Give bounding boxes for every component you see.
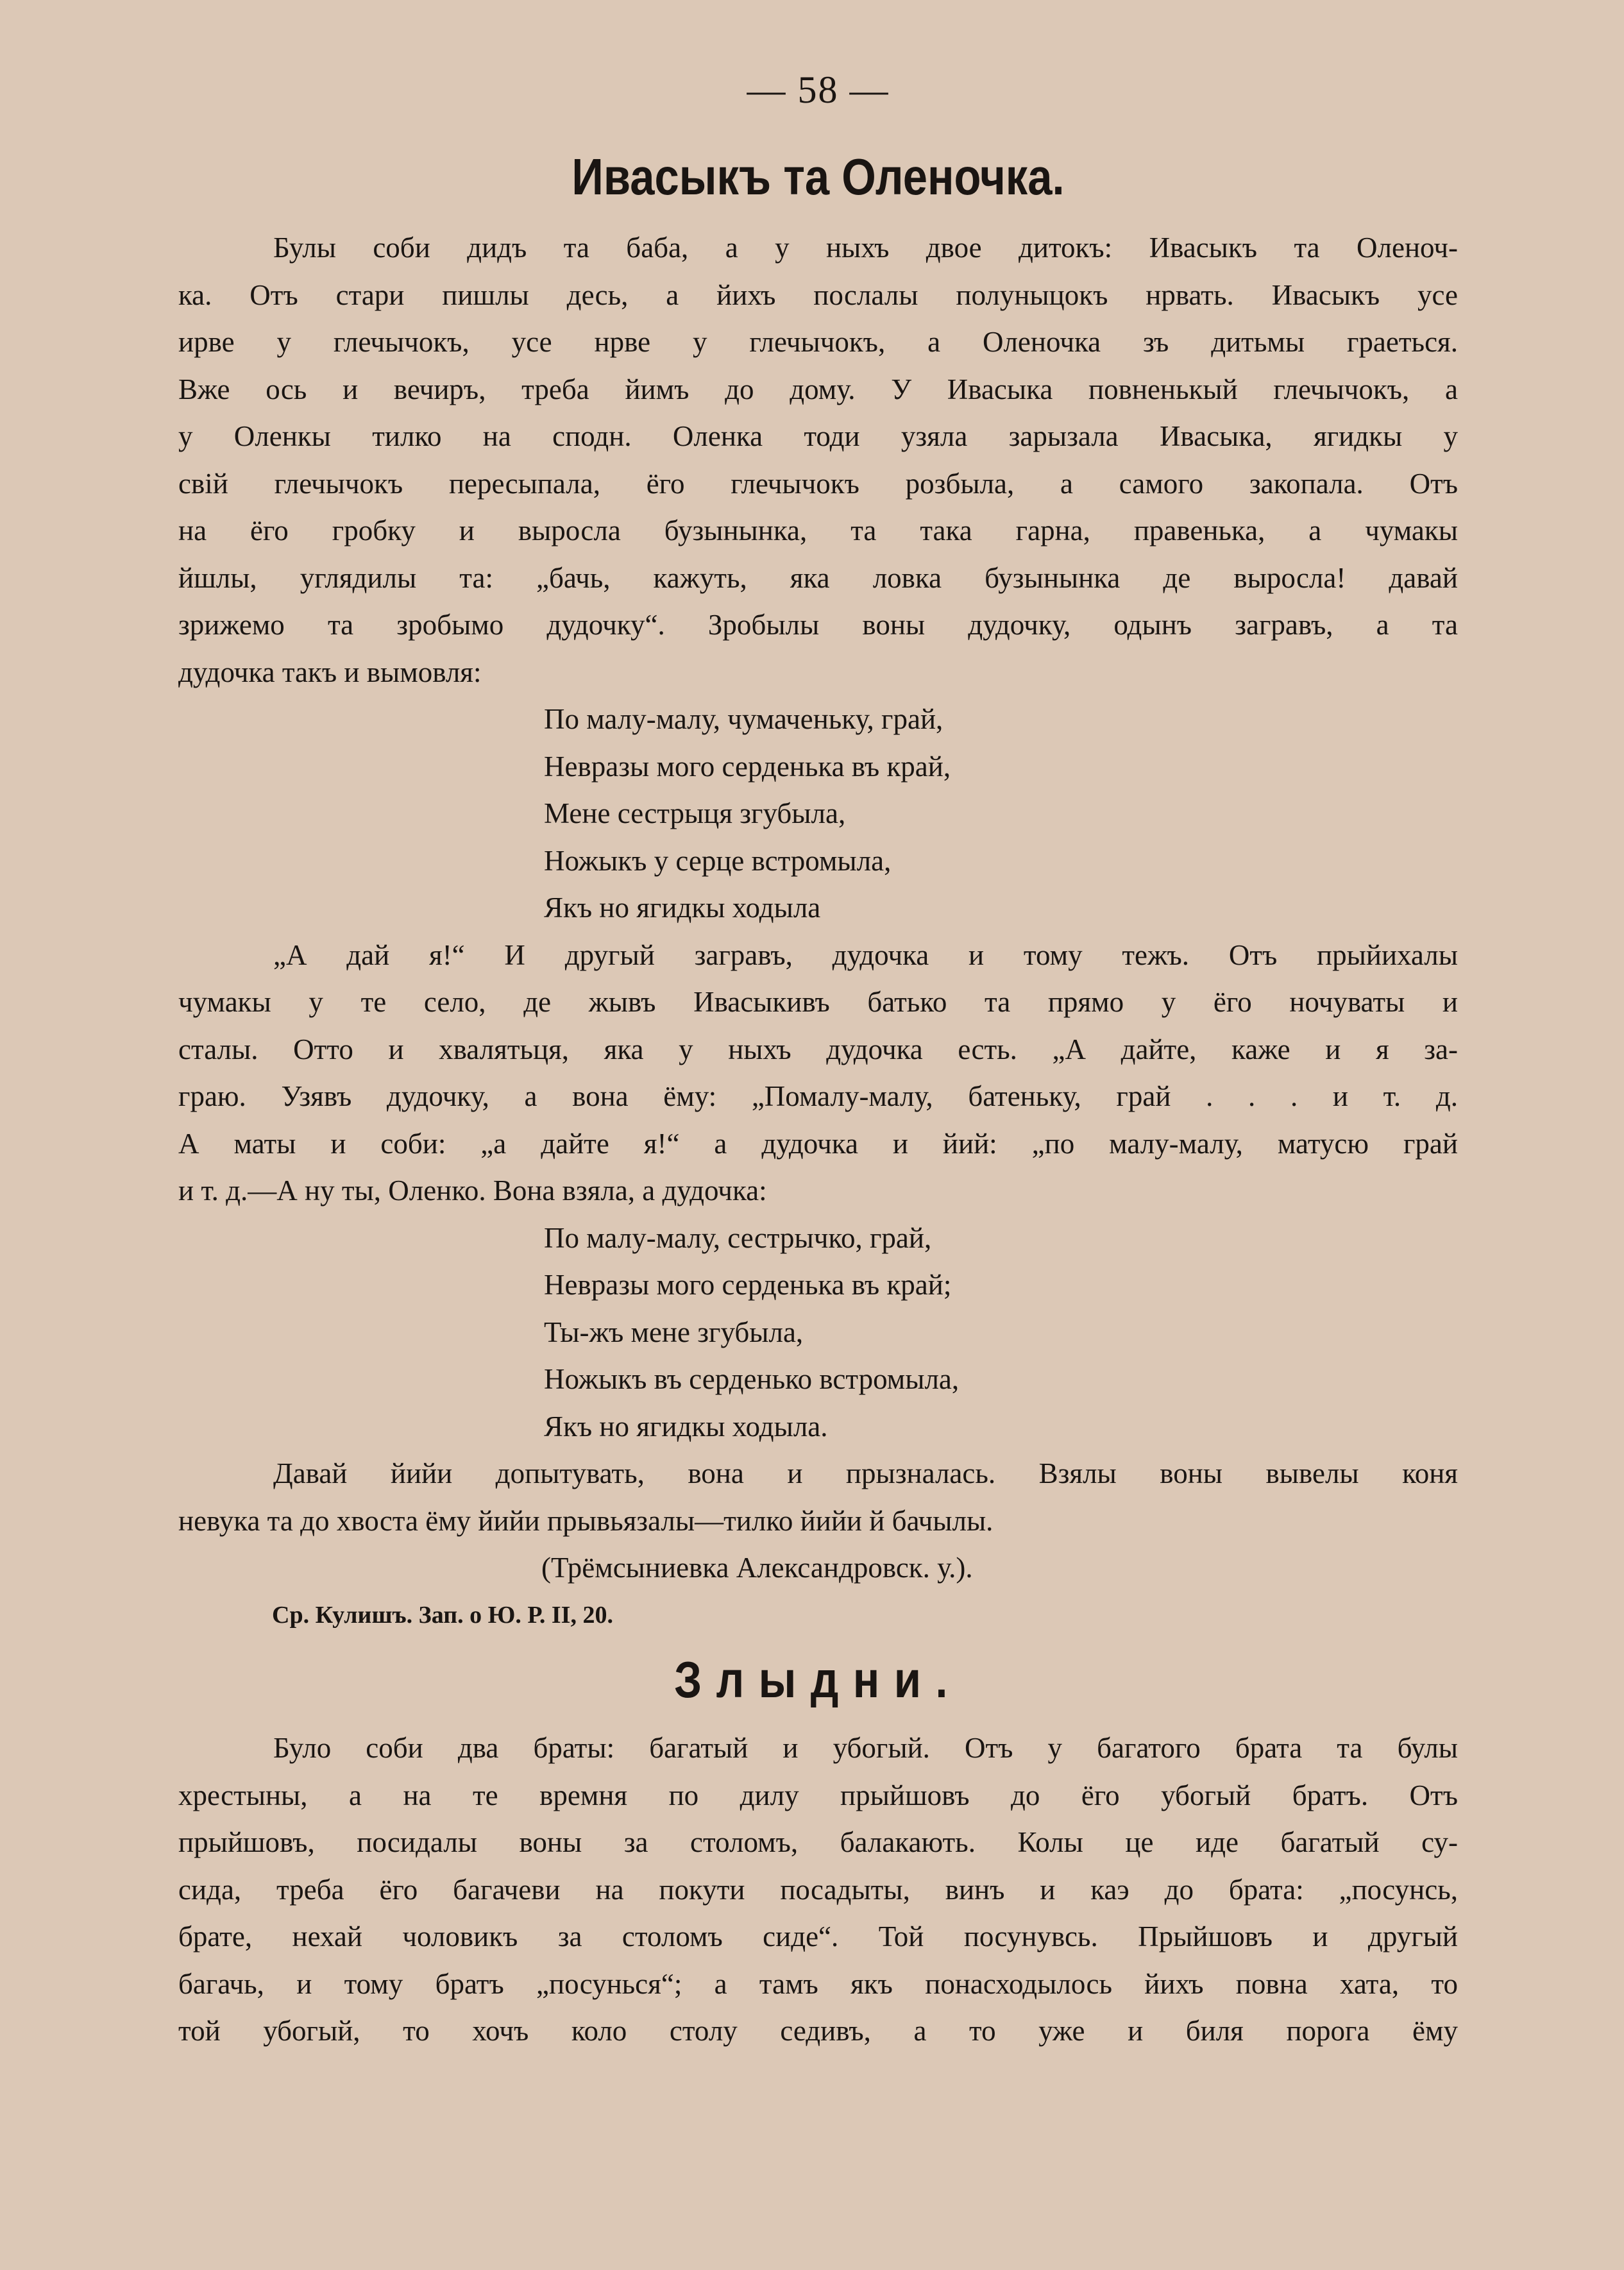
story-title-zlydni: Злыдни.	[674, 1651, 962, 1708]
text-line: „А дай я!“ И другый загравъ, дудочка и тому тежъ. Отъ прыйихалы	[273, 938, 1458, 971]
text-line: Було соби два браты: багатый и убогый. Отъ у багатого брата та булы	[273, 1732, 1458, 1764]
text-line: зрижемо та зробымо дудочку“. Зробылы воны дудочку, одынъ загравъ, а та	[178, 609, 1458, 641]
reference-note: Ср. Кулишъ. Зап. о Ю. Р. II, 20.	[272, 1601, 613, 1629]
verse-line: По малу-малу, сестрычко, грай,	[544, 1221, 932, 1254]
verse-line: Невразы мого серденька въ край,	[544, 750, 951, 783]
song-verse-1	[178, 696, 1458, 932]
text-line: хрестыны, а на те времня по дилу прыйшовъ до ёго убогый братъ. Отъ	[178, 1779, 1458, 1811]
verse-line: Якъ но ягидкы ходыла	[544, 892, 821, 924]
song-verse-2	[178, 1215, 1458, 1451]
text-line: чумакы у те село, де жывъ Ивасыкивъ батько та прямо у ёго ночуваты и	[178, 986, 1458, 1018]
text-line: на ёго гробку и выросла бузынынка, та така гарна, правенька, а чумакы	[178, 514, 1458, 546]
text-line: и т. д.—А ну ты, Оленко. Вона взяла, а дудочка:	[178, 1174, 767, 1207]
verse-line: Якъ но ягидкы ходыла.	[544, 1410, 828, 1443]
text-line: багачь, и тому братъ „посунься“; а тамъ якъ понасходылось йихъ повна хата, то	[178, 1967, 1458, 2000]
source-note: (Трёмсыниевка Александровск. у.).	[541, 1552, 973, 1584]
text-line: граю. Узявъ дудочку, а вона ёму: „Помалу-малу, батеньку, грай . . . и т. д.	[178, 1080, 1458, 1112]
text-line: Давай йийи допытувать, вона и прызналась. Взялы воны вывелы коня	[273, 1457, 1458, 1489]
book-page	[178, 64, 1458, 2055]
text-line: той убогый, то хочъ коло столу седивъ, а то уже и биля порога ёму	[178, 2015, 1458, 2047]
text-line: брате, нехай чоловикъ за столомъ сиде“. Той посунувсь. Прыйшовъ и другый	[178, 1920, 1458, 1952]
text-line: свій глечычокъ пересыпала, ёго глечычокъ розбыла, а самого закопала. Отъ	[178, 467, 1458, 500]
story1-paragraph-3	[178, 1450, 1458, 1545]
text-line: невука та до хвоста ёму йийи прывьязалы—тилко йийи й бачылы.	[178, 1504, 994, 1537]
text-line: ка. Отъ стари пишлы десь, а йихъ послалы полуныцокъ нрвать. Ивасыкъ усе	[178, 278, 1458, 311]
story1-paragraph-1	[178, 224, 1458, 696]
verse-line: Ножыкъ у серце встромыла,	[544, 844, 892, 877]
verse-line: По малу-малу, чумаченьку, грай,	[544, 703, 943, 735]
text-line: Вже ось и вечиръ, треба йимъ до дому. У Ивасыка повненькый глечычокъ, а	[178, 373, 1458, 405]
text-line: А маты и соби: „а дайте я!“ а дудочка и йий: „по малу-малу, матусю грай	[178, 1127, 1458, 1160]
text-line: Булы соби дидъ та баба, а у ныхъ двое дитокъ: Ивасыкъ та Оленоч-	[273, 232, 1458, 264]
story-title-ivasyk: Ивасыкъ та Оленочка.	[571, 148, 1065, 205]
verse-line: Невразы мого серденька въ край;	[544, 1269, 952, 1301]
text-line: йшлы, углядилы та: „бачь, кажуть, яка ловка бузынынка де выросла! давай	[178, 561, 1458, 594]
text-line: у Оленкы тилко на сподн. Оленка тоди узяла зарызала Ивасыка, ягидкы у	[178, 420, 1458, 452]
story1-paragraph-2	[178, 932, 1458, 1215]
text-line: дудочка такъ и вымовля:	[178, 656, 482, 688]
verse-line: Ты-жъ мене згубыла,	[544, 1316, 804, 1348]
verse-line: Мене сестрыця згубыла,	[544, 797, 846, 829]
verse-line: Ножыкъ въ серденько встромыла,	[544, 1363, 960, 1395]
story2-paragraph-1	[178, 1725, 1458, 2055]
text-line: сида, треба ёго багачеви на покути посадыты, винъ и каэ до брата: „посунсь,	[178, 1873, 1458, 1906]
text-line: ирве у глечычокъ, усе нрве у глечычокъ, а Оленочка зъ дитьмы граеться.	[178, 326, 1458, 358]
text-line: прыйшовъ, посидалы воны за столомъ, балакають. Колы це иде багатый су-	[178, 1826, 1458, 1858]
text-line: сталы. Отто и хвалятьця, яка у ныхъ дудочка есть. „А дайте, каже и я за-	[178, 1033, 1458, 1065]
page-number: — 58 —	[747, 69, 890, 111]
